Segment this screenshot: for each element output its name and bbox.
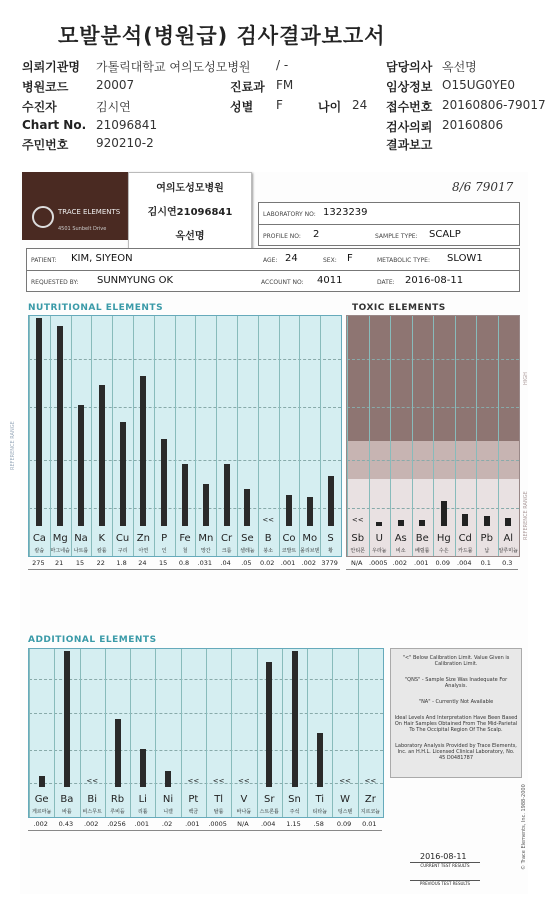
below-limit-marker: << <box>86 777 99 785</box>
footer-previous: PREVIOUS TEST RESULTS <box>410 880 480 886</box>
element-symbol: Sb <box>351 533 365 544</box>
element-value: 0.1 <box>480 559 491 567</box>
nutritional-title: NUTRITIONAL ELEMENTS <box>28 303 164 313</box>
side-label-reference-range: REFERENCE RANGE <box>523 491 529 540</box>
date-label: DATE: <box>377 279 395 286</box>
element-korean-name: 붕소 <box>263 548 274 554</box>
element-korean-name: 지르코늄 <box>360 809 380 815</box>
below-limit-marker: << <box>364 777 377 785</box>
header-value: 20160806 <box>442 118 504 132</box>
element-korean-name: 크롬 <box>221 548 232 554</box>
element-symbol: Mo <box>302 533 318 544</box>
element-value: N/A <box>237 820 249 828</box>
legend-line-4: Ideal Levels And Interpretation Have Been Based On Hair Samples Obtained From The Mid-Parietal To The Occipital Region Of The Scalp. <box>394 715 518 733</box>
column-divider <box>231 649 232 817</box>
element-korean-name: 나트륨 <box>73 548 89 554</box>
gridline <box>29 359 341 360</box>
bar-ge <box>39 776 45 787</box>
element-symbol: Bi <box>87 794 98 805</box>
column-divider <box>50 316 51 556</box>
element-value: 0.43 <box>58 820 74 828</box>
header-key: 담당의사 <box>386 60 433 74</box>
hospital-sticker <box>128 172 252 250</box>
profile-no-label: PROFILE NO: <box>263 233 301 240</box>
sticker-doctor: 옥선명 <box>175 231 205 242</box>
bar-zn <box>140 376 146 526</box>
element-korean-name: 셀레늄 <box>240 548 255 554</box>
element-value: .58 <box>313 820 324 828</box>
element-value: .004 <box>457 559 472 567</box>
element-value: 0.8 <box>178 559 190 567</box>
bar-li <box>140 749 146 787</box>
value-row-divider <box>28 569 340 570</box>
header-value: 24 <box>352 98 368 112</box>
globe-icon <box>32 206 54 228</box>
element-korean-name: 칼륨 <box>96 548 107 554</box>
element-symbol: W <box>340 794 350 805</box>
handwritten-note: 8/6 79017 <box>452 180 514 194</box>
element-symbol: Fe <box>179 533 191 544</box>
element-korean-name: 망간 <box>200 548 211 554</box>
side-label-reference: REFERENCE RANGE <box>10 421 16 470</box>
element-korean-name: 인 <box>161 548 167 554</box>
element-symbol: Ge <box>34 794 49 805</box>
element-symbol: S <box>327 533 334 544</box>
element-korean-name: 우라늄 <box>372 548 387 554</box>
additional-title: ADDITIONAL ELEMENTS <box>28 635 157 645</box>
below-limit-marker: << <box>262 516 275 524</box>
bar-fe <box>182 464 188 526</box>
element-korean-name: 수은 <box>438 548 449 554</box>
column-divider <box>80 649 81 817</box>
lab-no-label: LABORATORY NO: <box>263 211 316 218</box>
element-value: .05 <box>241 559 252 567</box>
bar-ti <box>317 733 323 787</box>
below-limit-marker: << <box>187 777 200 785</box>
sticker-hospital: 여의도성모병원 <box>156 183 224 194</box>
element-symbol: Tl <box>214 794 224 805</box>
element-korean-name: 텅스텐 <box>337 809 353 815</box>
column-divider <box>54 649 55 817</box>
header-value: 920210-2 <box>96 136 154 150</box>
element-korean-name: 몰리브덴 <box>300 548 320 554</box>
patient-box <box>26 248 520 292</box>
element-korean-name: 카드뮴 <box>458 548 473 554</box>
element-symbol: As <box>394 533 407 544</box>
element-symbol: Pt <box>188 794 199 805</box>
lab-no-value: 1323239 <box>323 207 368 218</box>
header-value: 김시연 <box>96 100 131 114</box>
element-korean-name: 안티몬 <box>350 548 365 554</box>
header-value: FM <box>276 78 294 92</box>
column-divider <box>175 316 176 556</box>
legend-box <box>390 648 522 778</box>
element-symbol: Al <box>503 533 514 544</box>
element-value: 3779 <box>321 559 338 567</box>
report-title: 모발분석(병원급) 검사결과보고서 <box>58 24 386 48</box>
element-korean-name: 알루미늄 <box>498 548 518 554</box>
metabolic-value: SLOW1 <box>447 253 483 264</box>
element-korean-name: 마그네슘 <box>50 548 70 554</box>
bar-ni <box>165 771 171 787</box>
element-value: 0.3 <box>502 559 513 567</box>
header-value: 20160806-79017 <box>442 98 546 112</box>
element-symbol: P <box>161 533 168 544</box>
element-korean-name: 주석 <box>289 809 300 815</box>
element-symbol: Se <box>241 533 254 544</box>
toxic-title: TOXIC ELEMENTS <box>352 303 446 313</box>
below-limit-marker: << <box>339 777 351 785</box>
sex-label: SEX: <box>323 257 337 264</box>
element-value: 1.8 <box>116 559 127 567</box>
column-divider <box>358 649 359 817</box>
element-symbol: Zn <box>136 533 150 544</box>
metabolic-label: METABOLIC TYPE: <box>377 257 430 264</box>
sample-type-label: SAMPLE TYPE: <box>375 233 418 240</box>
toxic-chart <box>346 315 520 557</box>
element-korean-name: 아연 <box>138 548 149 554</box>
bar-cd <box>462 514 468 526</box>
nutritional-chart <box>28 315 342 557</box>
value-row-divider <box>28 830 382 831</box>
element-value: 1.15 <box>286 820 301 828</box>
element-korean-name: 황 <box>328 548 334 554</box>
bar-mo <box>307 497 313 526</box>
element-korean-name: 니켈 <box>163 809 173 815</box>
account-label: ACCOUNT NO: <box>261 279 304 286</box>
sample-type-value: SCALP <box>429 229 461 240</box>
bar-p <box>161 439 167 526</box>
bar-k <box>99 385 105 526</box>
header-key: 나이 <box>318 100 342 114</box>
column-divider <box>105 649 106 817</box>
column-divider <box>155 649 156 817</box>
element-symbol: Mg <box>52 533 68 544</box>
header-key: 병원코드 <box>22 80 69 94</box>
column-divider <box>320 316 321 556</box>
column-divider <box>299 316 300 556</box>
column-divider <box>307 649 308 817</box>
bar-al <box>505 518 511 526</box>
patient-value: KIM, SIYEON <box>71 253 133 264</box>
column-divider <box>206 649 207 817</box>
element-value: .001 <box>134 820 150 828</box>
element-symbol: Ni <box>162 794 174 805</box>
element-symbol: Co <box>282 533 296 544</box>
column-divider <box>282 649 283 817</box>
element-korean-name: 납 <box>484 548 490 554</box>
header-key: 진료과 <box>230 80 265 94</box>
element-symbol: Pb <box>480 533 493 544</box>
bar-co <box>286 495 292 526</box>
header-value: 옥선명 <box>442 60 477 74</box>
age-label: AGE: <box>263 257 278 264</box>
header-value: 20007 <box>96 78 135 92</box>
element-korean-name: 탈륨 <box>213 809 224 815</box>
element-value: 0.09 <box>435 559 450 567</box>
element-symbol: Hg <box>436 533 451 544</box>
element-value: .001 <box>414 559 429 567</box>
column-divider <box>133 316 134 556</box>
date-value: 2016-08-11 <box>405 275 464 286</box>
element-symbol: Na <box>74 533 88 544</box>
lab-name: TRACE ELEMENTS <box>58 208 121 216</box>
element-symbol: V <box>240 794 248 805</box>
account-value: 4011 <box>317 275 343 286</box>
gridline <box>29 460 341 461</box>
element-symbol: Ba <box>60 794 74 805</box>
sticker-patient: 김시연21096841 <box>147 207 233 218</box>
bar-se <box>244 489 250 526</box>
element-value: 275 <box>32 559 45 567</box>
bar-ca <box>36 318 42 526</box>
element-value: .02 <box>161 820 173 828</box>
element-korean-name: 철 <box>182 548 188 554</box>
requested-value: SUNMYUNG OK <box>97 275 174 286</box>
element-value: .031 <box>197 559 213 567</box>
side-label-high: HIGH <box>523 372 529 385</box>
column-divider <box>498 316 499 556</box>
patient-label: PATIENT: <box>31 257 57 264</box>
bar-as <box>398 520 404 526</box>
column-divider <box>130 649 131 817</box>
header-value: 가톨릭대학교 여의도성모병원 <box>96 60 251 74</box>
column-divider <box>332 649 333 817</box>
element-symbol: Cu <box>115 533 130 544</box>
element-korean-name: 티타늄 <box>312 809 328 815</box>
bar-be <box>419 520 425 526</box>
element-value: .002 <box>83 820 99 828</box>
bar-u <box>376 522 382 526</box>
gridline <box>29 407 341 408</box>
element-symbol: Sr <box>263 794 275 805</box>
column-divider <box>257 649 258 817</box>
header-key: 검사의뢰 <box>386 120 433 134</box>
column-divider <box>29 649 30 817</box>
element-symbol: Sn <box>288 794 301 805</box>
copyright-text: © Trace Elements, Inc. 1988-2000 <box>521 784 527 870</box>
bar-cr <box>224 464 230 526</box>
header-key: 수진자 <box>22 100 57 114</box>
element-korean-name: 구리 <box>117 548 128 554</box>
sex-value: F <box>347 253 353 264</box>
lab-address: 4501 Sunbelt Drive <box>58 226 107 232</box>
element-value: 15 <box>159 559 168 567</box>
element-korean-name: 비소 <box>395 548 406 554</box>
element-korean-name: 리튬 <box>137 809 148 815</box>
element-korean-name: 비스무트 <box>82 809 102 815</box>
lab-logo <box>22 172 130 240</box>
element-value: 0.01 <box>362 820 377 828</box>
legend-line-3: "NA" - Currently Not Available <box>418 699 494 705</box>
element-value: 0.02 <box>259 559 275 567</box>
element-korean-name: 베릴륨 <box>415 548 430 554</box>
element-value: 22 <box>96 559 105 567</box>
header-key: 결과보고 <box>386 138 433 152</box>
requested-label: REQUESTED BY: <box>31 279 79 286</box>
legend-line-5: Laboratory Analysis Provided by Trace Elements, Inc. an H.H.L. Licensed Clinical Laboratory, No. 45 D0481787 <box>395 743 517 761</box>
header-key: 임상정보 <box>386 80 433 94</box>
column-divider <box>29 316 30 556</box>
element-symbol: Cd <box>458 533 472 544</box>
column-divider <box>112 316 113 556</box>
element-korean-name: 칼슘 <box>34 548 45 554</box>
profile-no-value: 2 <box>313 229 320 240</box>
element-value: .001 <box>280 559 296 567</box>
element-value: .0005 <box>208 820 227 828</box>
footer-date: 2016-08-11 <box>420 852 467 861</box>
element-symbol: K <box>98 533 106 544</box>
element-value: .04 <box>220 559 231 567</box>
column-divider <box>91 316 92 556</box>
header-value: / - <box>276 58 289 72</box>
column-divider <box>390 316 391 556</box>
element-korean-name: 코발트 <box>281 548 297 554</box>
element-korean-name: 바륨 <box>62 809 72 815</box>
column-divider <box>455 316 456 556</box>
element-value: .004 <box>260 820 276 828</box>
element-value: 24 <box>138 559 147 567</box>
element-korean-name: 바나듐 <box>236 809 252 815</box>
column-divider <box>412 316 413 556</box>
element-value: N/A <box>351 559 363 567</box>
column-divider <box>279 316 280 556</box>
bar-s <box>328 476 334 526</box>
element-value: .002 <box>301 559 317 567</box>
element-value: .0256 <box>107 820 126 828</box>
element-symbol: B <box>264 533 272 544</box>
bar-sr <box>266 662 272 787</box>
element-value: 15 <box>75 559 85 567</box>
header-value: 21096841 <box>96 118 158 132</box>
element-symbol: U <box>375 533 383 544</box>
element-korean-name: 백금 <box>188 809 199 815</box>
bar-pb <box>484 516 490 526</box>
element-value: .001 <box>185 820 200 828</box>
element-value: .0005 <box>368 559 388 567</box>
bar-hg <box>441 501 447 526</box>
element-korean-name: 루비듐 <box>110 809 125 815</box>
header-key: 의뢰기관명 <box>22 60 80 74</box>
element-symbol: Li <box>138 794 147 805</box>
header-value: F <box>276 98 283 112</box>
element-korean-name: 게르마늄 <box>31 809 52 815</box>
header-key: 주민번호 <box>22 138 69 152</box>
bar-mn <box>203 484 209 526</box>
element-value: 21 <box>55 559 64 567</box>
column-divider <box>195 316 196 556</box>
bar-sn <box>292 651 298 787</box>
footer-current: CURRENT TEST RESULTS <box>410 862 480 868</box>
element-symbol: Cr <box>221 533 233 544</box>
header-key: 성별 <box>230 100 254 114</box>
additional-chart <box>28 648 384 818</box>
bar-na <box>78 405 84 526</box>
element-symbol: Mn <box>198 533 214 544</box>
element-symbol: Ti <box>315 794 325 805</box>
header-value: O15UG0YE0 <box>442 78 515 92</box>
element-value: .002 <box>392 559 407 567</box>
element-korean-name: 스트론튬 <box>259 809 279 815</box>
element-symbol: Ca <box>32 533 46 544</box>
element-value: .002 <box>33 820 48 828</box>
below-limit-marker: << <box>351 516 364 524</box>
column-divider <box>433 316 434 556</box>
bar-mg <box>57 326 63 526</box>
column-divider <box>216 316 217 556</box>
element-symbol: Zr <box>364 794 376 805</box>
lab-info-box <box>258 202 520 246</box>
column-divider <box>476 316 477 556</box>
column-divider <box>237 316 238 556</box>
legend-line-1: "<" Below Calibration Limit. Value Given is Calibration Limit. <box>402 655 510 667</box>
column-divider <box>181 649 182 817</box>
column-divider <box>71 316 72 556</box>
bar-ba <box>64 651 70 787</box>
bar-cu <box>120 422 126 526</box>
element-symbol: Rb <box>110 794 125 805</box>
age-value: 24 <box>285 253 298 264</box>
below-limit-marker: << <box>238 777 250 785</box>
element-symbol: Be <box>415 533 429 544</box>
element-value: 0.09 <box>336 820 352 828</box>
bar-rb <box>115 719 121 787</box>
column-divider <box>369 316 370 556</box>
below-limit-marker: << <box>212 777 225 785</box>
column-divider <box>154 316 155 556</box>
header-key: Chart No. <box>22 118 87 132</box>
value-row-divider <box>346 569 518 570</box>
header-key: 접수번호 <box>386 100 433 114</box>
legend-line-2: "QNS" - Sample Size Was Inadequate For Analysis. <box>404 677 508 689</box>
